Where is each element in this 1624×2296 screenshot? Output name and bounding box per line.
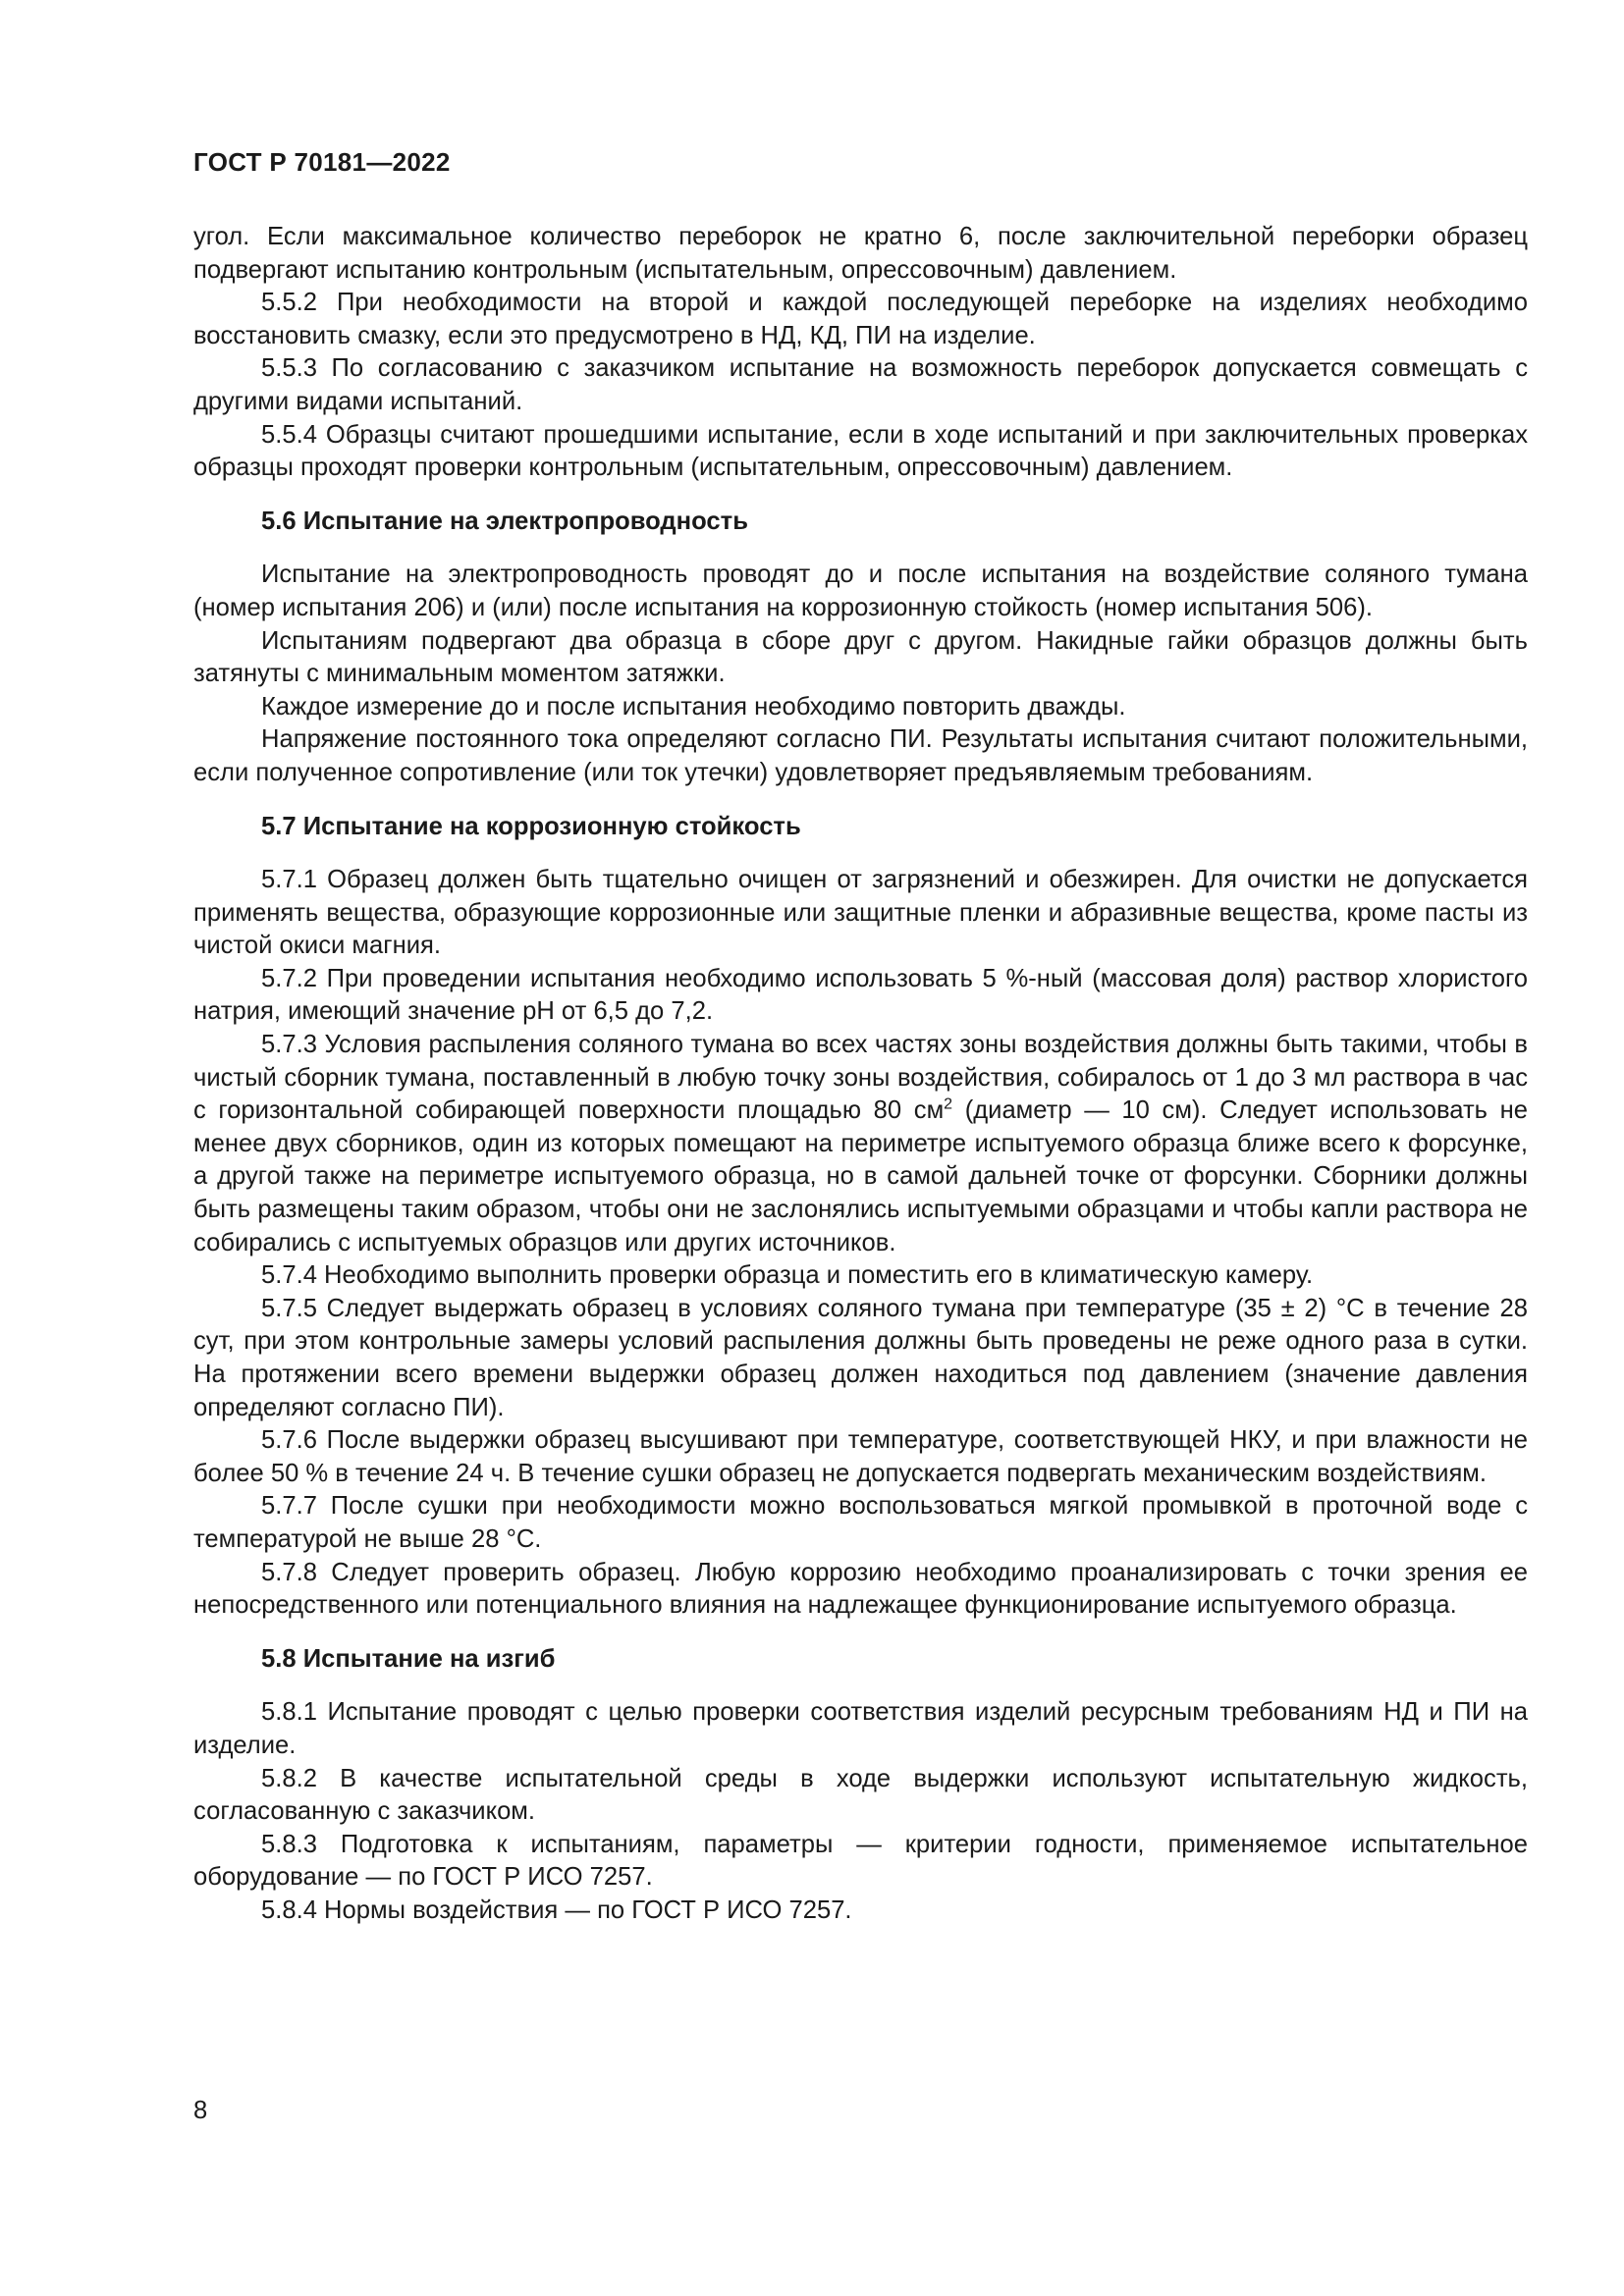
paragraph-5-7-4: 5.7.4 Необходимо выполнить проверки образца и поместить его в климатическую камеру. <box>261 1261 1314 1290</box>
section-heading-5-8: 5.8 Испытание на изгиб <box>261 1644 556 1673</box>
paragraph-5-5-2: 5.5.2 При необходимости на второй и каждой последующей переборке на изделиях необходимо восстановить смазку, если это предусмотрено в НД, КД, ПИ на изделие. <box>193 289 1528 349</box>
section-heading-5-7: 5.7 Испытание на коррозионную стойкость <box>261 812 801 840</box>
superscript-squared: 2 <box>944 1095 953 1113</box>
paragraph-5-7-8: 5.7.8 Следует проверить образец. Любую коррозию необходимо проанализировать с точки зрения ее непосредственного или потенциального влияния на надлежащее функционирование испытуемого образца. <box>193 1558 1528 1620</box>
paragraph-5-6-d: Напряжение постоянного тока определяют согласно ПИ. Результаты испытания считают положительными, если полученное сопротивление (или ток утечки) удовлетворяет предъявляемым требованиям. <box>193 725 1528 786</box>
paragraph-5-7-7: 5.7.7 После сушки при необходимости можно воспользоваться мягкой промывкой в проточной воде с температурой не выше 28 °С. <box>193 1492 1528 1553</box>
paragraph-5-7-1: 5.7.1 Образец должен быть тщательно очищен от загрязнений и обезжирен. Для очистки не допускается применять вещества, образующие коррозионные или защитные пленки и абразивные вещества, кроме пасты из чистой окиси магния. <box>193 866 1528 960</box>
page-number: 8 <box>193 2097 208 2124</box>
paragraph-5-8-3: 5.8.3 Подготовка к испытаниям, параметры — критерии годности, применяемое испытательное оборудование — по ГОСТ Р ИСО 7257. <box>193 1830 1528 1892</box>
paragraph-5-7-6: 5.7.6 После выдержки образец высушивают при температуре, соответствующей НКУ, и при влажности не более 50 % в течение 24 ч. В течение сушки образец не допускается подвергать механическим воздействиям. <box>193 1426 1528 1487</box>
paragraph-5-6-c: Каждое измерение до и после испытания необходимо повторить дважды. <box>261 692 1126 721</box>
paragraph-5-7-2: 5.7.2 При проведении испытания необходимо использовать 5 %-ный (массовая доля) раствор хлористого натрия, имеющий значение pH от 6,5 до 7,2. <box>193 964 1528 1026</box>
paragraph-5-6-b: Испытаниям подвергают два образца в сборе друг с другом. Накидные гайки образцов должны быть затянуты с минимальным моментом затяжки. <box>193 626 1528 688</box>
section-heading-5-6: 5.6 Испытание на электропроводность <box>261 507 748 535</box>
paragraph-5-7-5: 5.7.5 Следует выдержать образец в условиях соляного тумана при температуре (35 ± 2) °С в течение 28 сут, при этом контрольные замеры условий распыления должны быть проведены не реже одного раза в сутки. На протяжении всего времени выдержки образец должен находиться под давлением (значение давления определяют согласно ПИ). <box>193 1294 1528 1421</box>
paragraph-5-8-1: 5.8.1 Испытание проводят с целью проверки соответствия изделий ресурсным требованиям НД и ПИ на изделие. <box>193 1698 1528 1759</box>
paragraph-5-7-3-part-b: (диаметр — 10 см). Следует использовать не менее двух сборников, один из которых помещают на периметре испытуемого образца ближе всего к форсунке, а другой также на периметре испытуемого образца, но в самой дальней точке от форсунки. Сборники должны быть размещены таким образом, чтобы они не заслонялись испытуемыми образцами и чтобы капли раствора не собирались с испытуемых образцов или других источников. <box>193 1096 1528 1256</box>
paragraph-5-8-2: 5.8.2 В качестве испытательной среды в ходе выдержки используют испытательную жидкость, согласованную с заказчиком. <box>193 1764 1528 1826</box>
paragraph-5-6-a: Испытание на электропроводность проводят до и после испытания на воздействие соляного тумана (номер испытания 206) и (или) после испытания на коррозионную стойкость (номер испытания 506). <box>193 561 1528 621</box>
paragraph-5-8-4: 5.8.4 Нормы воздействия — по ГОСТ Р ИСО 7257. <box>261 1896 852 1924</box>
document-header: ГОСТ Р 70181—2022 <box>193 147 451 177</box>
paragraph-5-7-3-part-a: 5.7.3 Условия распыления соляного тумана во всех частях зоны воздействия должны быть такими, чтобы в чистый сборник тумана, поставленный в любую точку зоны воздействия, собиралось от 1 до 3 мл раствора в час с горизонтальной собирающей поверхности площадью 80 см <box>193 1031 1528 1125</box>
paragraph-5-7-3 <box>193 1029 1528 1259</box>
paragraph-5-5-3: 5.5.3 По согласованию с заказчиком испытание на возможность переборок допускается совмещать с другими видами испытаний. <box>193 354 1528 415</box>
paragraph-5-5-4: 5.5.4 Образцы считают прошедшими испытание, если в ходе испытаний и при заключительных проверках образцы проходят проверки контрольным (испытательным, опрессовочным) давлением. <box>193 420 1528 482</box>
document-body <box>193 221 1528 1928</box>
paragraph-continuation: угол. Если максимальное количество переборок не кратно 6, после заключительной переборки образец подвергают испытанию контрольным (испытательным, опрессовочным) давлением. <box>193 223 1528 284</box>
